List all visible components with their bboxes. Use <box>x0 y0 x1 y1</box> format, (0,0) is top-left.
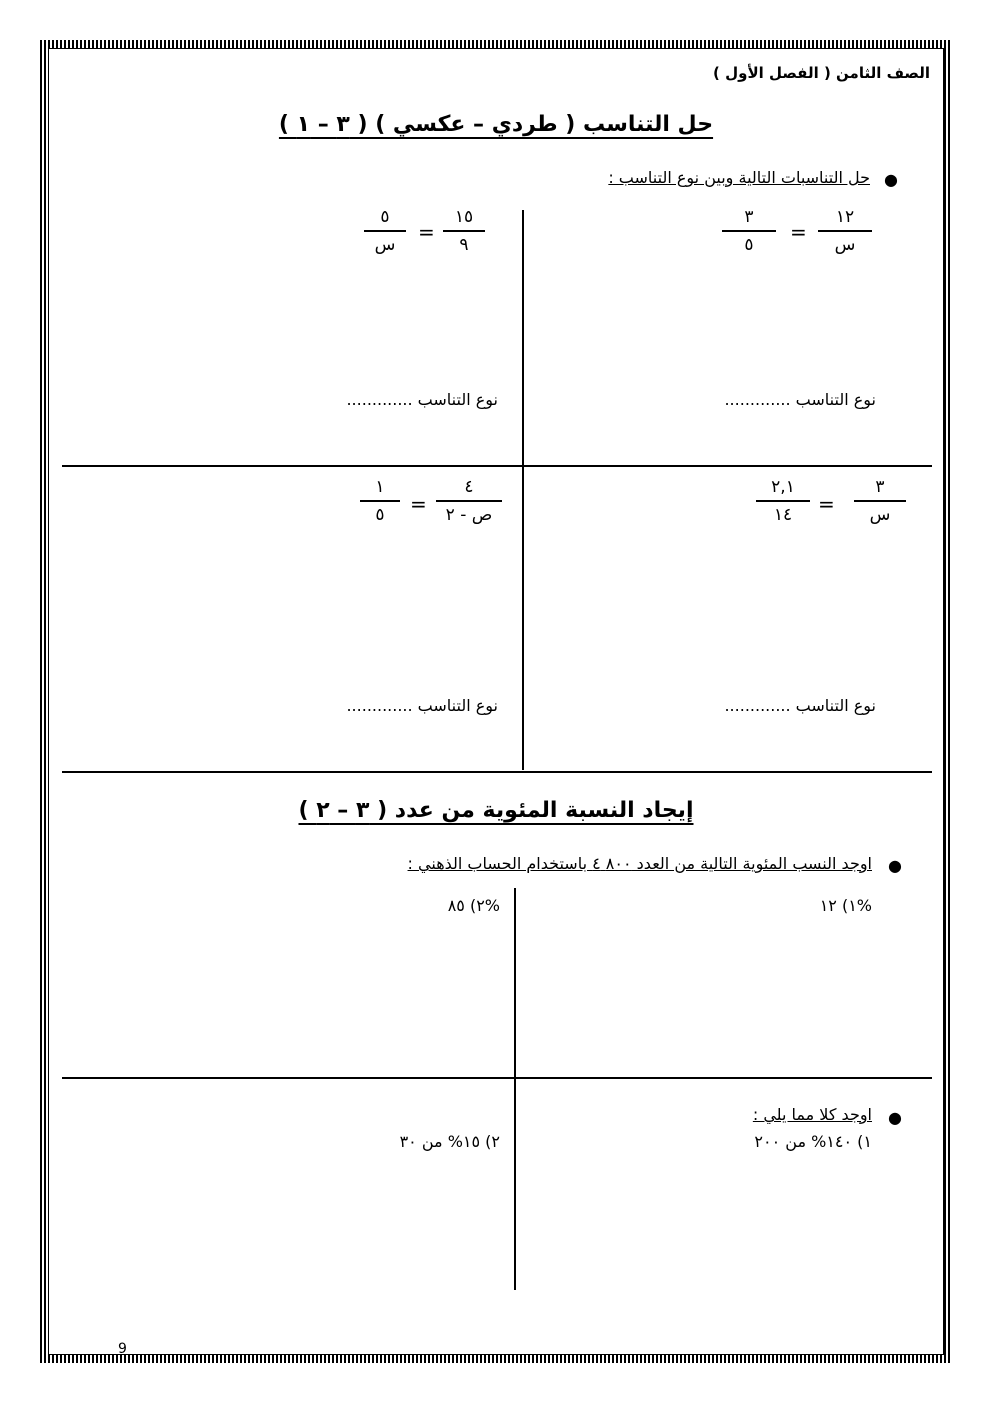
bullet-icon: ● <box>888 1108 902 1127</box>
equals-sign: = <box>418 220 435 244</box>
fraction-left: ٤ ص - ٢ <box>436 476 502 526</box>
bullet-icon: ● <box>884 170 898 189</box>
equals-sign: = <box>790 220 807 244</box>
percent-item: ٢) ٨٥% <box>447 896 500 915</box>
grid-divider-vertical <box>522 210 524 770</box>
fraction-left: ٣ س <box>854 476 906 526</box>
section1-instruction: حل التناسبات التالية وبين نوع التناسب : <box>608 168 870 187</box>
fraction-right: ٥ س <box>364 206 406 256</box>
fraction-right: ١ ٥ <box>360 476 400 526</box>
grade-header: الصف الثامن ( الفصل الأول ) <box>713 64 930 82</box>
fraction-right: ٢,١ ١٤ <box>756 476 810 526</box>
grid-divider-vertical <box>514 888 516 1290</box>
percent-item: ١) ١٤٠% من ٢٠٠ <box>754 1132 872 1151</box>
proportion-type-label: نوع التناسب ............. <box>346 390 498 409</box>
page-number: 9 <box>118 1341 127 1357</box>
percent-item: ٢) ١٥% من ٣٠ <box>399 1132 500 1151</box>
section1-title: حل التناسب ( طردي – عكسي ) ( ٣ – ١ ) <box>278 112 714 137</box>
grid-divider-horizontal <box>62 465 932 467</box>
equals-sign: = <box>818 492 835 516</box>
section2-instruction2: اوجد كلا مما يلي : <box>752 1105 872 1124</box>
fraction-left: ١٥ ٩ <box>443 206 485 256</box>
section2-instruction: اوجد النسب المئوية التالية من العدد ٨٠٠ ٤ باستخدام الحساب الذهني : <box>407 854 872 873</box>
proportion-type-label: نوع التناسب ............. <box>724 390 876 409</box>
grid-divider-horizontal <box>62 1077 932 1079</box>
fraction-left: ١٢ س <box>818 206 872 256</box>
proportion-type-label: نوع التناسب ............. <box>346 696 498 715</box>
proportion-type-label: نوع التناسب ............. <box>724 696 876 715</box>
section2-title: إيجاد النسبة المئوية من عدد ( ٣ – ٢ ) <box>298 798 694 823</box>
bullet-icon: ● <box>888 856 902 875</box>
fraction-right: ٣ ٥ <box>722 206 776 256</box>
equals-sign: = <box>410 492 427 516</box>
section-divider <box>62 771 932 773</box>
percent-item: ١) ١٢% <box>819 896 872 915</box>
